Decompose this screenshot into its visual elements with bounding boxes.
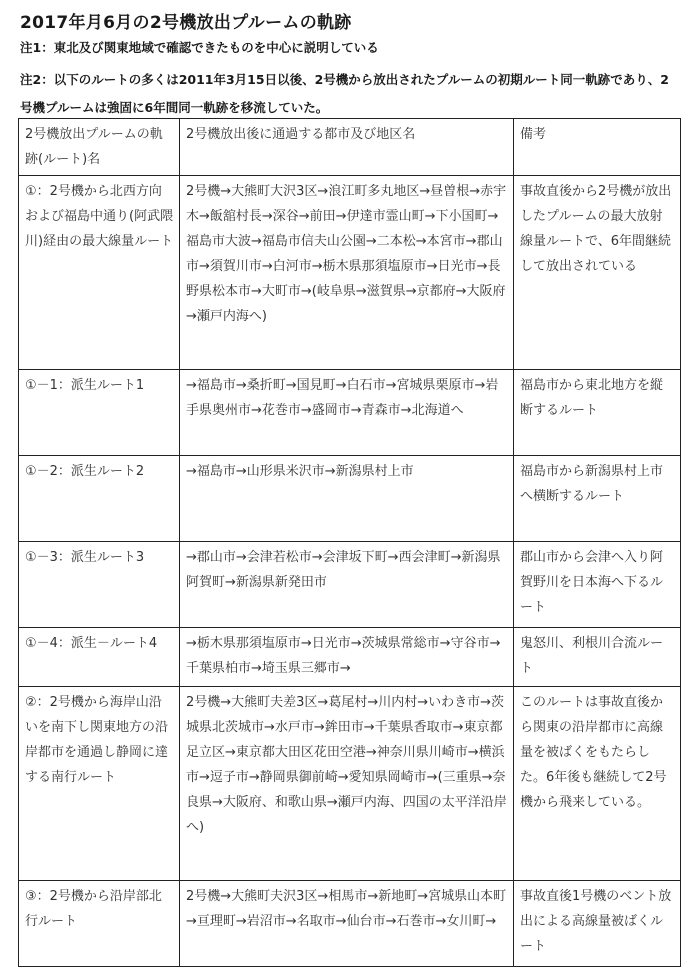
plume-routes-table: [18, 118, 681, 967]
route-remarks-cell: 郡山市から会津へ入り阿賀野川を日本海へ下るルート: [514, 542, 681, 628]
table-row: [19, 456, 681, 542]
header-remarks: 備考: [514, 119, 681, 176]
route-cities-cell: →福島市→桑折町→国見町→白石市→宮城県栗原市→岩手県奥州市→花巻市→盛岡市→青森市→北海道へ: [180, 370, 514, 456]
route-name-cell: ①：2号機から北西方向および福島中通り(阿武隈川)経由の最大線量ルート: [19, 176, 180, 370]
route-name-cell: ①－1：派生ルート1: [19, 370, 180, 456]
document-title: 2017年月6月の2号機放出プルームの軌跡: [20, 13, 352, 33]
route-cities-cell: →郡山市→会津若松市→会津坂下町→西会津町→新潟県阿賀町→新潟県新発田市: [180, 542, 514, 628]
note-2: 注2：以下のルートの多くは2011年3月15日以後、2号機から放出されたプルームの初期ルート同一軌跡であり、2号機プルームは強固に6年間同一軌跡を移流していた。: [20, 72, 669, 115]
table-row: [19, 542, 681, 628]
route-name-cell: ①－4：派生－ルート4: [19, 628, 180, 687]
route-cities-cell: 2号機→大熊町夫沢3区→相馬市→新地町→宮城県山本町→亘理町→岩沼市→名取市→仙台市→石巻市→女川町→: [180, 881, 514, 967]
header-route-name: 2号機放出プルームの軌跡(ルート)名: [19, 119, 180, 176]
route-remarks-cell: 事故直後から2号機が放出したプルームの最大放射線量ルートで、6年間継続して放出されている: [514, 176, 681, 370]
route-cities-cell: →福島市→山形県米沢市→新潟県村上市: [180, 456, 514, 542]
route-cities-cell: 2号機→大熊町夫差3区→葛尾村→川内村→いわき市→茨城県北茨城市→水戸市→鉾田市→千葉県香取市→東京都足立区→東京都大田区花田空港→神奈川県川崎市→横浜市→逗子市→静岡県御前崎→愛知県岡崎市→(三重県→奈良県→大阪府、和歌山県→瀬戸内海、四国の太平洋沿岸へ): [180, 687, 514, 881]
table-row: [19, 628, 681, 687]
route-remarks-cell: このルートは事故直後から関東の沿岸都市に高線量を被ばくをもたらした。6年後も継続して2号機から飛来している。: [514, 687, 681, 881]
route-remarks-cell: 事故直後1号機のベント放出による高線量被ばくルート: [514, 881, 681, 967]
note-1: 注1：東北及び関東地域で確認できたものを中心に説明している: [20, 40, 379, 55]
table-row: [19, 176, 681, 370]
route-name-cell: ②：2号機から海岸山沿いを南下し関東地方の沿岸都市を通過し静岡に達する南行ルート: [19, 687, 180, 881]
table-row: [19, 881, 681, 967]
route-cities-cell: 2号機→大熊町大沢3区→浪江町多丸地区→昼曽根→赤宇木→飯舘村長→深谷→前田→伊達市霊山町→下小国町→福島市大波→福島市信夫山公園→二本松→本宮市→郡山市→須賀川市→白河市→栃木県那須塩原市→日光市→長野県松本市→大町市→(岐阜県→滋賀県→京都府→大阪府→瀬戸内海へ): [180, 176, 514, 370]
route-cities-cell: →栃木県那須塩原市→日光市→茨城県常総市→守谷市→千葉県柏市→埼玉県三郷市→: [180, 628, 514, 687]
route-name-cell: ①－2：派生ルート2: [19, 456, 180, 542]
route-remarks-cell: 福島市から新潟県村上市へ横断するルート: [514, 456, 681, 542]
route-remarks-cell: 鬼怒川、利根川合流ルート: [514, 628, 681, 687]
table-row: [19, 370, 681, 456]
route-name-cell: ①－3：派生ルート3: [19, 542, 180, 628]
table-header-row: [19, 119, 681, 176]
table-row: [19, 687, 681, 881]
route-remarks-cell: 福島市から東北地方を縦断するルート: [514, 370, 681, 456]
route-name-cell: ③：2号機から沿岸部北行ルート: [19, 881, 180, 967]
header-cities: 2号機放出後に通過する都市及び地区名: [180, 119, 514, 176]
